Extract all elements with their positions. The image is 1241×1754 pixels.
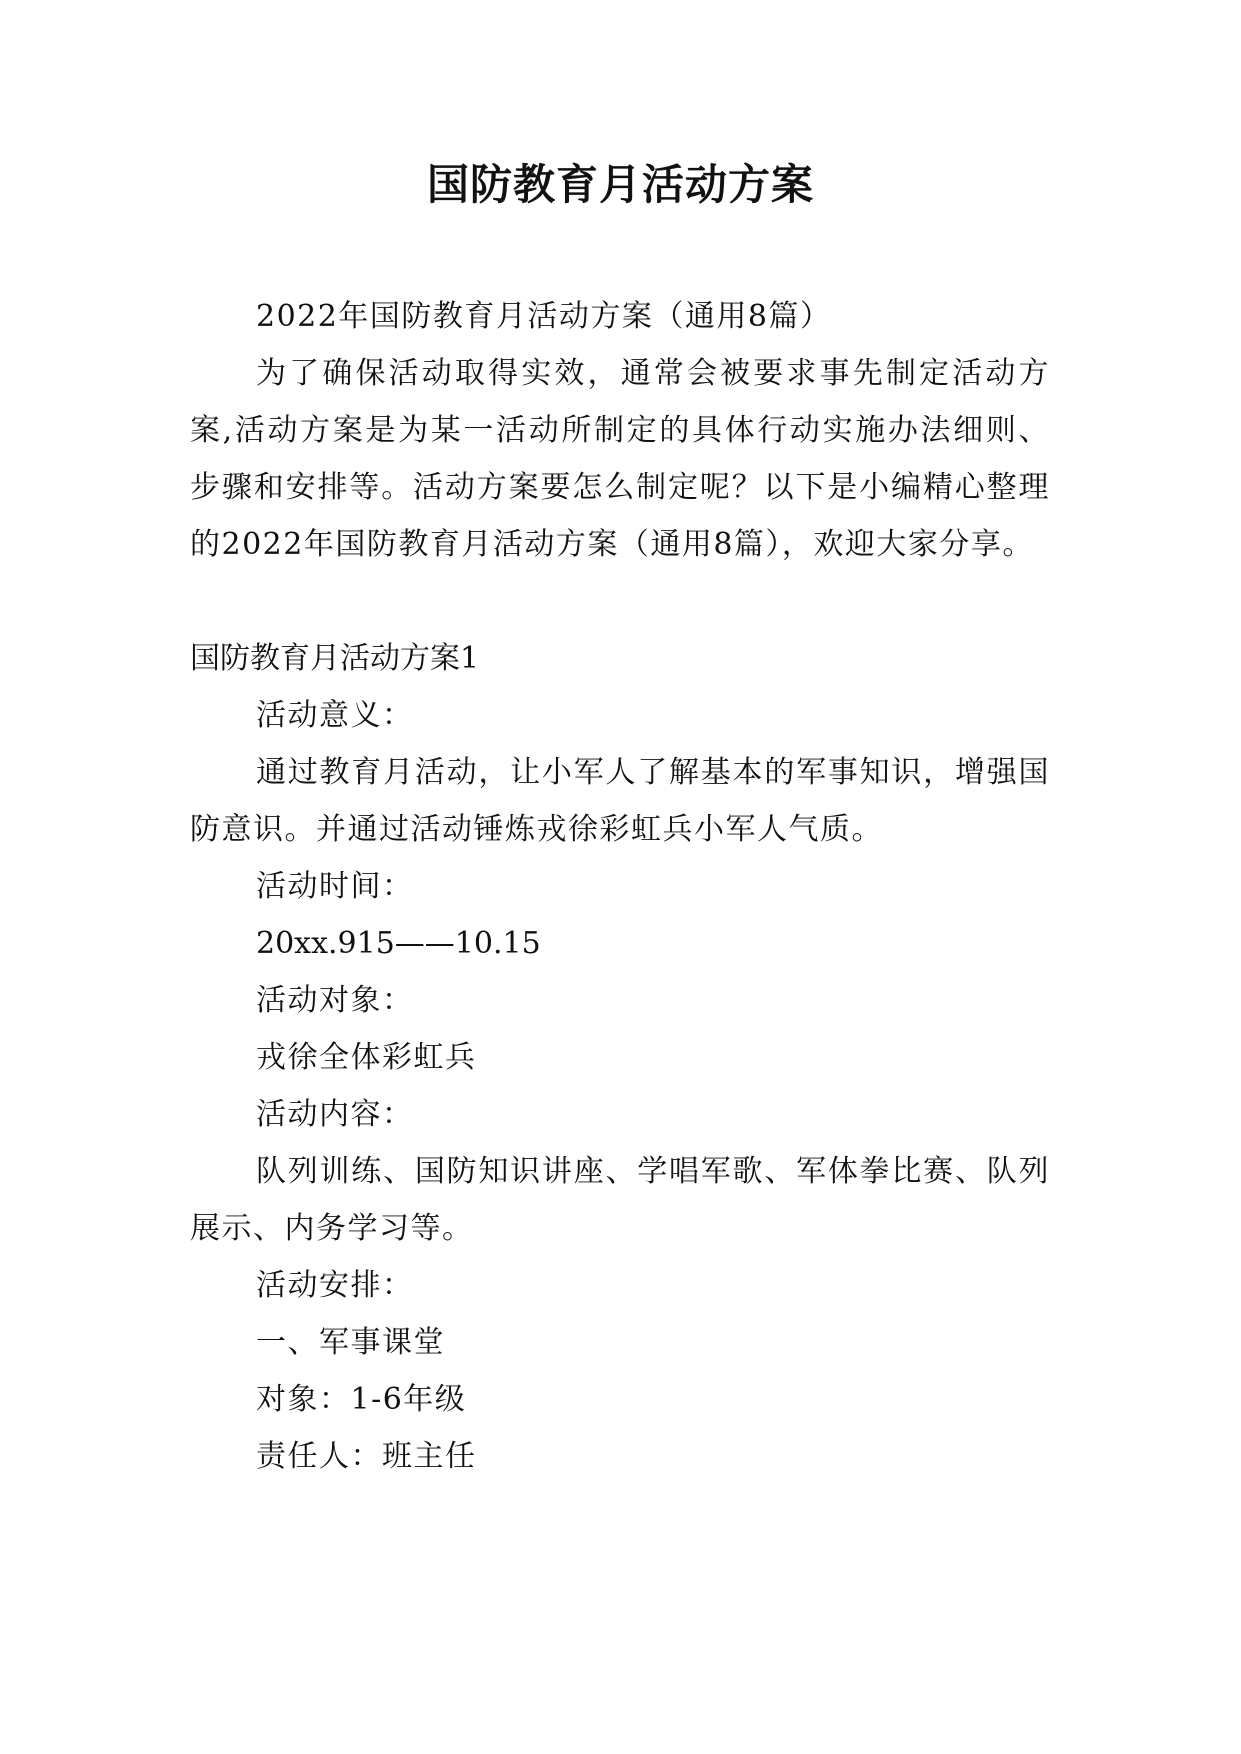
paragraph-activity-meaning-label: 活动意义： (256, 698, 414, 733)
paragraph-activity-time: 20xx.915——10.15 (256, 926, 541, 961)
paragraph-military-class: 一、军事课堂 (256, 1325, 445, 1360)
paragraph-activity-content: 队列训练、国防知识讲座、学唱军歌、军体拳比赛、队列展示、内务学习等。 (190, 1154, 1050, 1246)
paragraph-activity-content-label: 活动内容： (256, 1097, 414, 1132)
paragraph-activity-time-label: 活动时间： (256, 869, 414, 904)
intro-paragraph: 为了确保活动取得实效，通常会被要求事先制定活动方案,活动方案是为某一活动所制定的具体行动实施办法细则、步骤和安排等。活动方案要怎么制定呢？以下是小编精心整理的2022年国防教育月活动方案（通用8篇），欢迎大家分享。 (190, 356, 1050, 562)
document-title: 国防教育月活动方案 (426, 160, 814, 209)
section-heading: 国防教育月活动方案1 (190, 641, 480, 676)
paragraph-activity-meaning: 通过教育月活动，让小军人了解基本的军事知识，增强国防意识。并通过活动锤炼戎徐彩虹兵小军人气质。 (190, 755, 1050, 847)
document-subtitle: 2022年国防教育月活动方案（通用8篇） (256, 299, 832, 334)
paragraph-responsible-person: 责任人：班主任 (256, 1439, 477, 1474)
document-body (190, 288, 1050, 1485)
paragraph-target-grades: 对象：1-6年级 (256, 1382, 467, 1417)
paragraph-activity-arrangement-label: 活动安排： (256, 1268, 414, 1303)
paragraph-activity-target: 戎徐全体彩虹兵 (256, 1040, 477, 1075)
paragraph-activity-target-label: 活动对象： (256, 983, 414, 1018)
